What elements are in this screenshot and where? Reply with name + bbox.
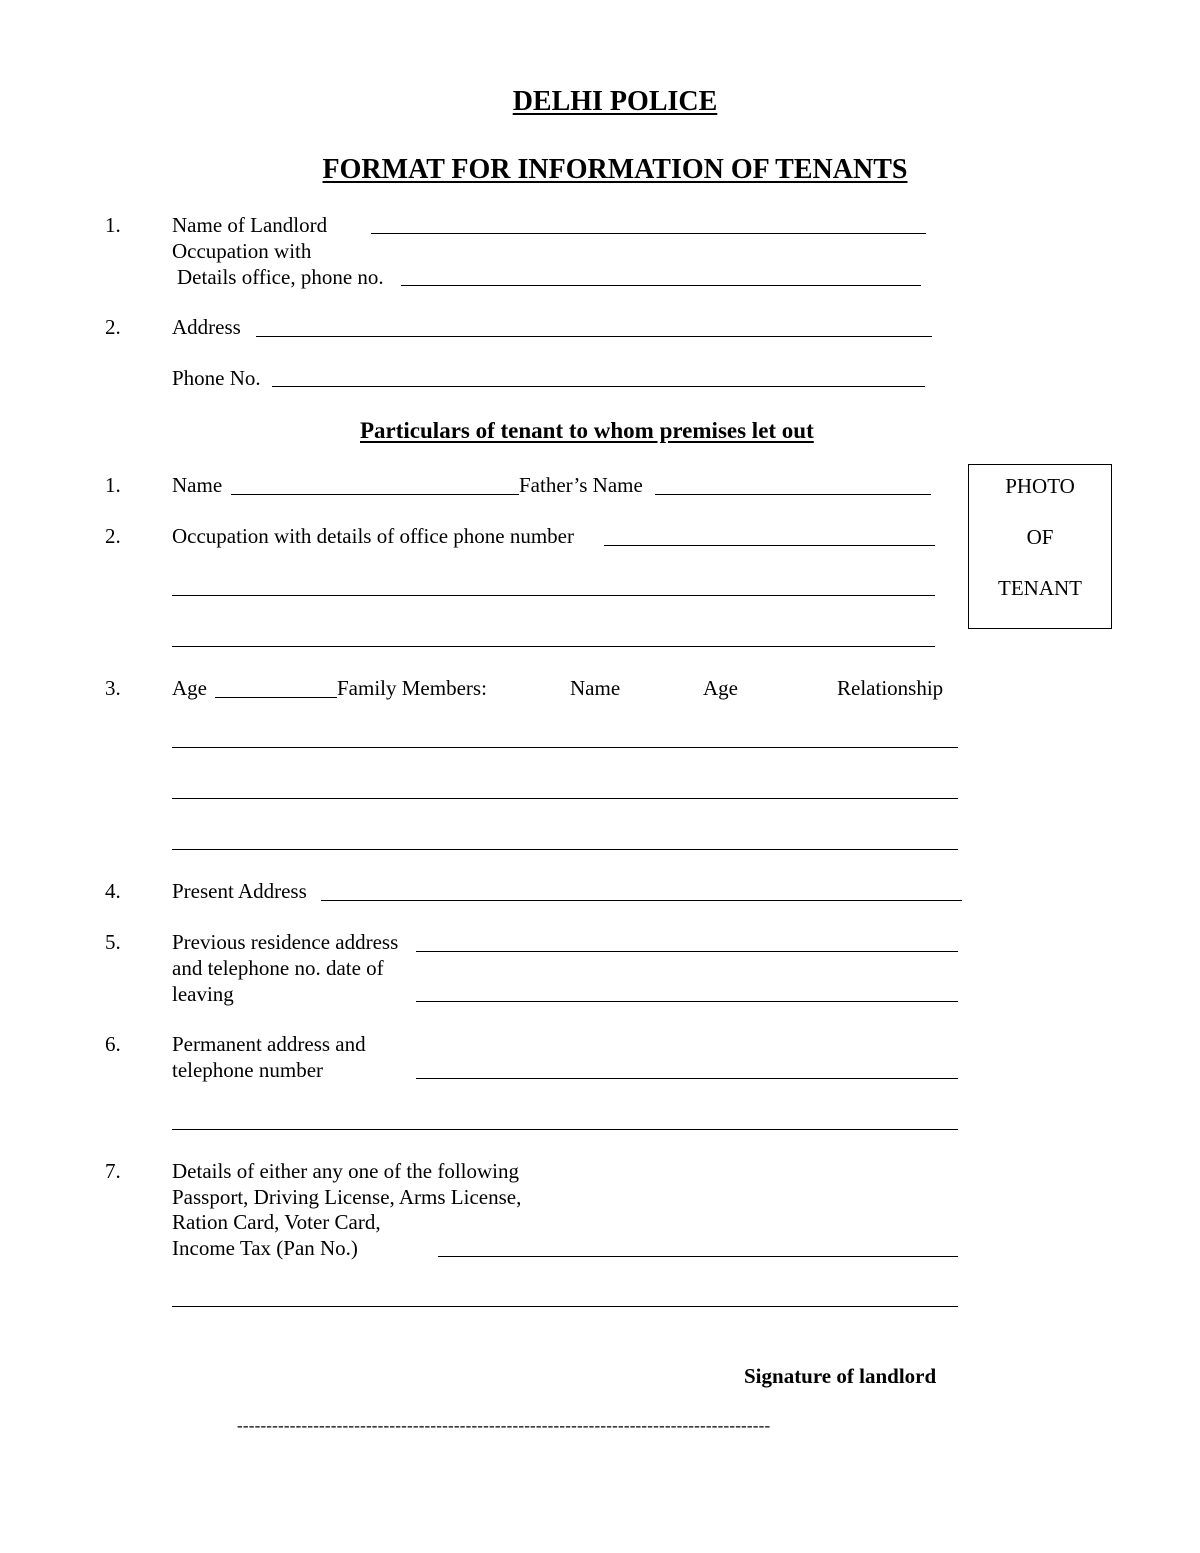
form-title: FORMAT FOR INFORMATION OF TENANTS [322,154,908,185]
tenant-age-field[interactable] [215,697,337,698]
father-name-field[interactable] [655,494,931,495]
previous-residence-label: leaving [172,982,234,1006]
family-member-field-2[interactable] [172,798,958,799]
tenant-occupation-label: Occupation with details of office phone number [172,524,574,548]
permanent-address-label: telephone number [172,1058,324,1082]
family-member-field-3[interactable] [172,849,958,850]
landlord-details-field[interactable] [401,285,921,286]
permanent-address-field-2[interactable] [172,1129,958,1130]
photo-label: PHOTO [1005,474,1075,498]
father-name-label: Father’s Name [519,473,643,497]
item-number: 3. [105,676,121,700]
landlord-occupation-label: Occupation with [172,239,312,263]
family-members-label: Family Members: [337,676,487,700]
landlord-signature-label: Signature of landlord [744,1364,937,1388]
id-details-field[interactable] [438,1256,958,1257]
landlord-name-label: Name of Landlord [172,213,328,237]
photo-of-tenant-box[interactable] [968,464,1112,629]
family-col-age: Age [703,676,738,700]
photo-label: TENANT [998,576,1082,600]
item-number: 4. [105,879,121,903]
tenant-occupation-field-2[interactable] [172,595,935,596]
tenant-age-label: Age [172,676,207,700]
family-member-field-1[interactable] [172,747,958,748]
item-number: 5. [105,930,121,954]
tenant-occupation-field[interactable] [604,545,935,546]
landlord-phone-field[interactable] [272,386,925,387]
family-col-relationship: Relationship [837,676,944,700]
landlord-details-label: Details office, phone no. [177,265,384,289]
present-address-label: Present Address [172,879,307,903]
previous-residence-label: Previous residence address [172,930,399,954]
permanent-address-label: Permanent address and [172,1032,366,1056]
permanent-address-field[interactable] [416,1078,958,1079]
item-number: 2. [105,315,121,339]
landlord-name-field[interactable] [371,233,926,234]
tenant-occupation-field-3[interactable] [172,646,935,647]
item-number: 2. [105,524,121,548]
item-number: 1. [105,473,121,497]
tenant-name-field[interactable] [231,494,519,495]
separator-line: ------------------------------------------------------------------------------------------- [237,1416,771,1435]
item-number: 1. [105,213,121,237]
page-title: DELHI POLICE [512,86,718,117]
landlord-address-field[interactable] [256,336,932,337]
landlord-address-label: Address [172,315,241,339]
present-address-field[interactable] [321,900,962,901]
family-col-name: Name [570,676,621,700]
previous-residence-field-2[interactable] [416,1001,958,1002]
landlord-phone-label: Phone No. [172,366,261,390]
id-details-label: Income Tax (Pan No.) [172,1236,358,1260]
previous-residence-label: and telephone no. date of [172,956,384,980]
item-number: 6. [105,1032,121,1056]
tenant-name-label: Name [172,473,223,497]
id-details-label: Passport, Driving License, Arms License, [172,1185,522,1209]
tenant-section-title: Particulars of tenant to whom premises let out [360,418,814,443]
id-details-label: Ration Card, Voter Card, [172,1210,381,1234]
previous-residence-field[interactable] [416,951,958,952]
id-details-field-2[interactable] [172,1306,958,1307]
item-number: 7. [105,1159,121,1183]
id-details-label: Details of either any one of the following [172,1159,519,1183]
photo-label: OF [1026,525,1054,549]
